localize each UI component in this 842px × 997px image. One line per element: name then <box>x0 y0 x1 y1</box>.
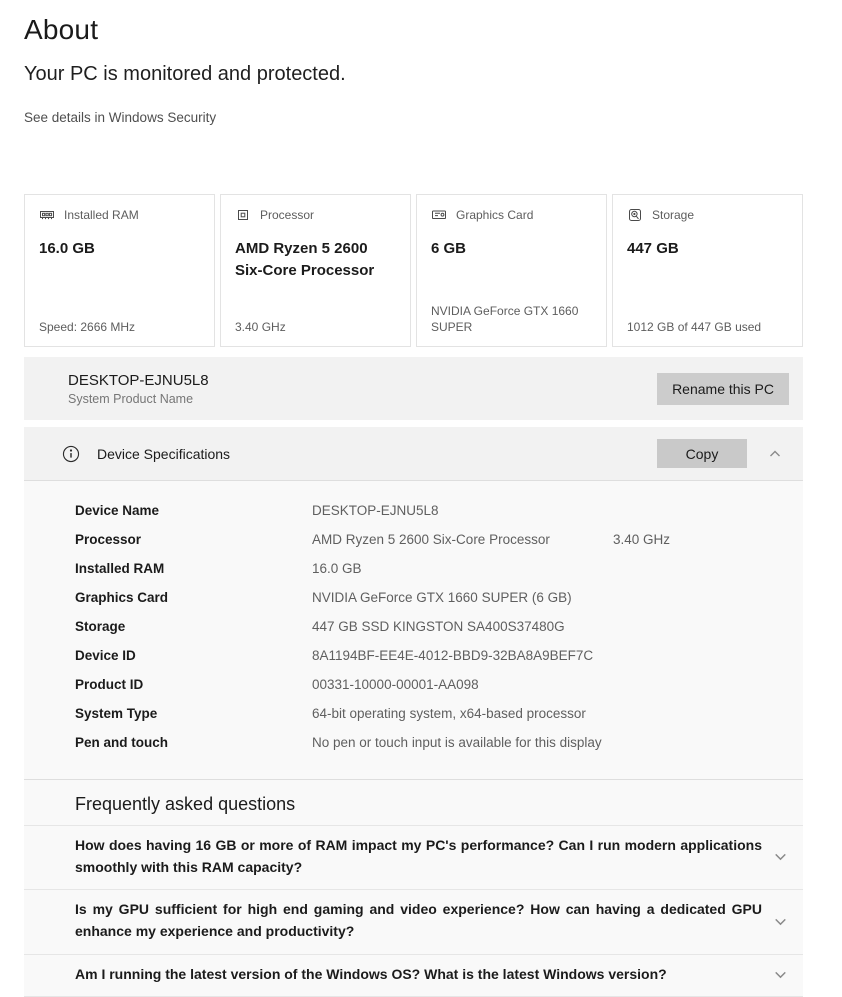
card-graphics <box>416 194 607 347</box>
storage-icon <box>627 207 643 223</box>
spec-label: Device Name <box>75 503 160 518</box>
spec-value: AMD Ryzen 5 2600 Six-Core Processor <box>312 532 550 547</box>
spec-value: NVIDIA GeForce GTX 1660 SUPER (6 GB) <box>312 590 572 605</box>
spec-row-pen-and-touch <box>24 735 803 764</box>
ram-icon <box>39 207 55 223</box>
system-product-name: System Product Name <box>68 391 194 406</box>
chevron-down-icon[interactable] <box>772 966 789 983</box>
card-footer: 3.40 GHz <box>235 319 286 334</box>
device-specifications-panel <box>24 427 803 997</box>
spec-label: System Type <box>75 706 158 721</box>
faq-section <box>24 779 803 997</box>
spec-value: 64-bit operating system, x64-based processor <box>312 706 586 721</box>
spec-label: Pen and touch <box>75 735 169 750</box>
spec-value: 8A1194BF-EE4E-4012-BBD9-32BA8A9BEF7C <box>312 648 594 663</box>
spec-value: 00331-10000-00001-AA098 <box>312 677 479 692</box>
spec-row-product-id <box>24 677 803 706</box>
spec-label: Product ID <box>75 677 144 692</box>
pc-name: DESKTOP-EJNU5L8 <box>68 371 209 389</box>
faq-title: Frequently asked questions <box>75 794 296 814</box>
pc-name-bar <box>24 357 803 420</box>
info-icon <box>62 445 80 463</box>
card-footer: Speed: 2666 MHz <box>39 319 136 334</box>
card-value: 16.0 GB <box>39 240 95 257</box>
security-status-text: Your PC is monitored and protected. <box>24 63 346 85</box>
faq-item-windows-version[interactable] <box>24 954 803 997</box>
faq-question: Am I running the latest version of the Windows OS? What is the latest Windows version? <box>75 965 667 982</box>
spec-row-processor <box>24 532 803 561</box>
spec-value: 447 GB SSD KINGSTON SA400S37480G <box>312 619 565 634</box>
spec-row-graphics-card <box>24 590 803 619</box>
spec-row-installed-ram <box>24 561 803 590</box>
spec-label: Installed RAM <box>75 561 165 576</box>
windows-security-link[interactable]: See details in Windows Security <box>24 110 217 125</box>
card-label: Storage <box>652 208 695 222</box>
spec-cards-row <box>24 194 803 347</box>
spec-value: 16.0 GB <box>312 561 362 576</box>
chevron-down-icon[interactable] <box>772 848 789 865</box>
faq-item-ram[interactable] <box>24 825 803 889</box>
spec-row-device-name <box>24 503 803 532</box>
device-specifications-header[interactable] <box>24 427 803 481</box>
gpu-icon <box>431 207 447 223</box>
card-value: 6 GB <box>431 240 467 257</box>
spec-label: Processor <box>75 532 142 547</box>
card-label: Graphics Card <box>456 208 534 222</box>
spec-extra-value: 3.40 GHz <box>613 532 671 547</box>
faq-question: Is my GPU sufficient for high end gaming and video experience? How can having a dedicated GPU enhance my experience and productivity? <box>75 901 762 940</box>
spec-row-storage <box>24 619 803 648</box>
spec-label: Storage <box>75 619 126 634</box>
faq-question: How does having 16 GB or more of RAM impact my PC's performance? Can I run modern applications smoothly with this RAM capacity? <box>75 837 762 875</box>
rename-pc-button[interactable]: Rename this PC <box>657 373 789 405</box>
spec-value: DESKTOP-EJNU5L8 <box>312 503 439 518</box>
chevron-up-icon[interactable] <box>761 442 789 466</box>
device-specifications-title: Device Specifications <box>97 445 231 462</box>
card-footer: 1012 GB of 447 GB used <box>627 319 762 334</box>
card-footer: NVIDIA GeForce GTX 1660 SUPER <box>431 303 579 334</box>
spec-row-system-type <box>24 706 803 735</box>
chevron-down-icon[interactable] <box>772 913 789 930</box>
spec-row-device-id <box>24 648 803 677</box>
card-label: Processor <box>260 208 315 222</box>
spec-value: No pen or touch input is available for this display <box>312 735 602 750</box>
copy-button[interactable]: Copy <box>657 439 747 468</box>
device-specifications-body <box>24 481 803 779</box>
cpu-icon <box>235 207 251 223</box>
card-processor <box>220 194 411 347</box>
page-title: About <box>24 14 99 45</box>
card-value: 447 GB <box>627 240 679 257</box>
card-value: AMD Ryzen 5 2600 Six-Core Processor <box>235 240 375 279</box>
card-installed-ram <box>24 194 215 347</box>
card-storage <box>612 194 803 347</box>
card-label: Installed RAM <box>64 208 139 222</box>
spec-label: Graphics Card <box>75 590 169 605</box>
spec-label: Device ID <box>75 648 136 663</box>
faq-item-gpu[interactable] <box>24 889 803 953</box>
